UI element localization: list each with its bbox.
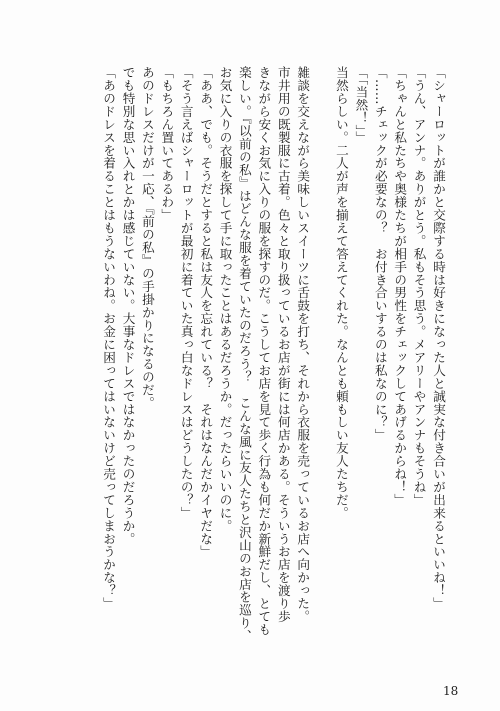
text-line: 「うん、アンナ。ありがとう。私もそう思う。メアリーやアンナもそうね」	[411, 66, 427, 507]
text-line: 「あのドレスを着ることはもうないわね。お金に困ってはいないけど売ってしまおうかな？」	[101, 66, 117, 610]
text-line: 雑談を交えながら美味しいスイーツに舌鼓を打ち、それから衣服を売っているお店へ向かった。	[295, 66, 311, 623]
blank-line	[312, 66, 331, 656]
text-line: でも特別な思い入れとかは感じていない。大事なドレスではなかったのだろうか。	[120, 66, 136, 546]
text-line: 「……チェックが必要なの？ お付き合いするのは私なのに？」	[372, 66, 388, 442]
text-line: 「もちろん置いてあるわ」	[159, 66, 175, 222]
vertical-text-body	[99, 66, 448, 656]
text-line: 市井用の既製服に古着。色々と取り扱っているお店が街には何店かある。そういうお店を渡り歩	[275, 66, 291, 623]
text-line: きながら安くお気に入りの服を探すのだ。こうしてお店を見て歩く行為も何だか新鮮だし、とても	[256, 66, 272, 636]
page-number: 18	[443, 684, 459, 698]
text-line: お気に入りの衣服を探して手に取ったことはあるだろうか。だったらいいのに。	[217, 66, 233, 533]
text-line: 「「当然！」」	[353, 66, 369, 145]
text-line: 「シャーロットが誰かと交際する時は好きになった人と誠実な付き合いが出来るといいね！」	[431, 66, 446, 610]
text-line: 楽しい。『以前の私』はどんな服を着ていたのだろう？ こんな風に友人たちと沢山のお店を巡り、	[236, 66, 252, 643]
text-line: 当然らしい。二人が声を揃えて答えてくれた。なんとも頼もしい友人たちだ。	[333, 66, 349, 520]
text-line: 「そう言えばシャーロットが最初に着ていた真っ白なドレスはどうしたの？」	[178, 66, 194, 520]
text-line: 「ああ、でも。そうだとすると私は友人を忘れている？ それはなんだかイヤだな」	[198, 66, 214, 559]
text-line: あのドレスだけが一応、『前の私』の手掛かりになるのだ。	[139, 66, 155, 410]
text-line: 「ちゃんと私たちや奥様たちが相手の男性をチェックしてあげるからね！」	[392, 66, 408, 507]
